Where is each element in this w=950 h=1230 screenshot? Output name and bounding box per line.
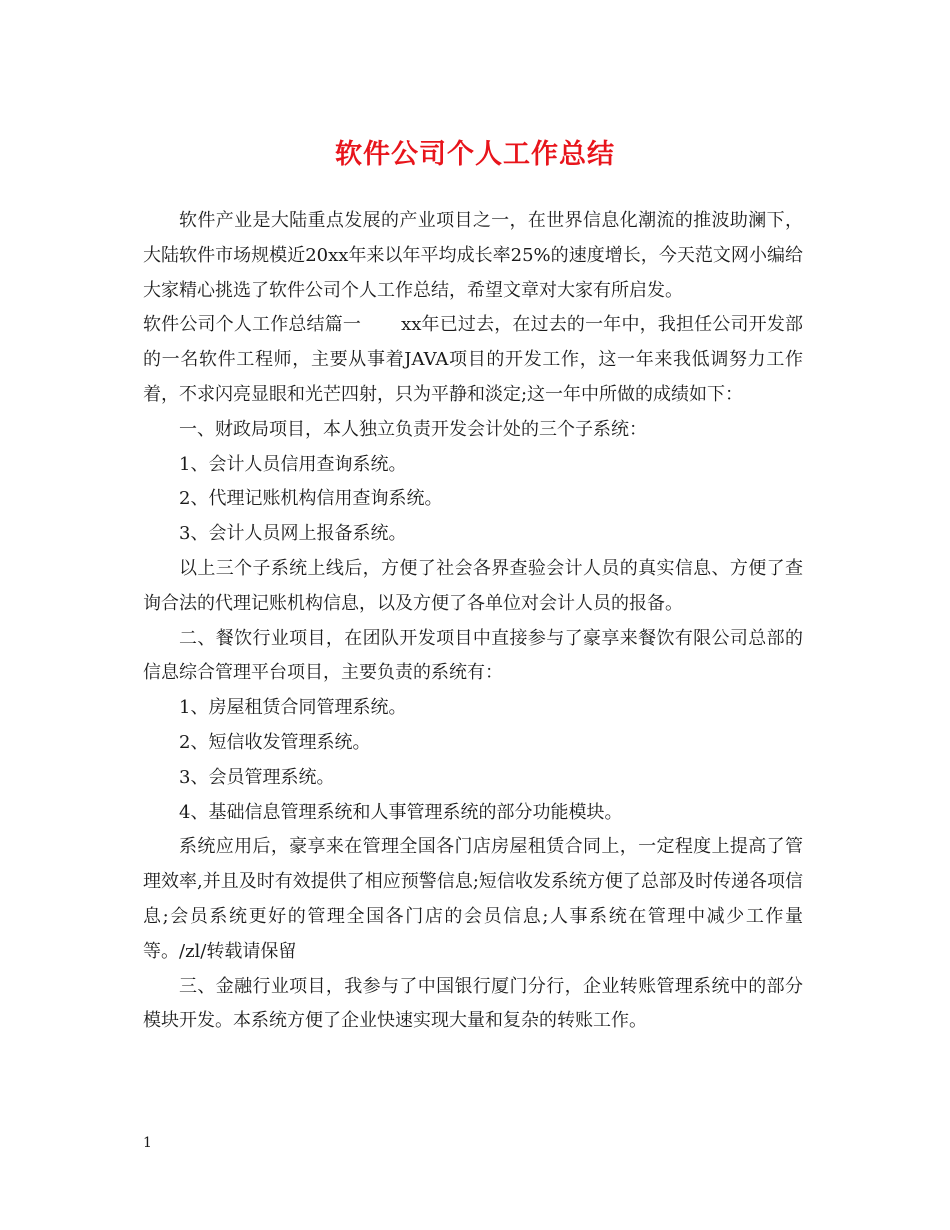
list-item: 3、会计人员网上报备系统。 xyxy=(179,523,407,545)
project-two-heading: 二、餐饮行业项目，在团队开发项目中直接参与了豪享来餐饮有限公司总部的信息综合管理平台项目，主要负责的系统有： xyxy=(143,627,803,684)
list-item: 1、房屋租赁合同管理系统。 xyxy=(179,697,407,719)
project-two-summary: 系统应用后，豪享来在管理全国各门店房屋租赁合同上，一定程度上提高了管理效率,并且及时有效提供了相应预警信息;短信收发系统方便了总部及时传递各项信息;会员系统更好的管理全国各门店的会员信息;人事系统在管理中减少工作量等。/zl/转载请保留 xyxy=(143,836,803,962)
list-item: 2、代理记账机构信用查询系统。 xyxy=(179,488,443,510)
section-heading: 软件公司个人工作总结篇一 xyxy=(143,314,362,336)
project-three-paragraph: 三、金融行业项目，我参与了中国银行厦门分行，企业转账管理系统中的部分模块开发。本系统方便了企业快速实现大量和复杂的转账工作。 xyxy=(143,975,803,1032)
document-body xyxy=(143,204,803,1039)
page-number: 1 xyxy=(143,1135,152,1151)
project-one-heading: 一、财政局项目，本人独立负责开发会计处的三个子系统： xyxy=(179,418,647,440)
list-item: 4、基础信息管理系统和人事管理系统的部分功能模块。 xyxy=(179,801,623,823)
list-item: 2、短信收发管理系统。 xyxy=(179,731,371,753)
section-heading-paragraph xyxy=(143,308,803,412)
list-item: 1、会计人员信用查询系统。 xyxy=(179,453,407,475)
project-one-summary: 以上三个子系统上线后，方便了社会各界查验会计人员的真实信息、方便了查询合法的代理记账机构信息，以及方便了各单位对会计人员的报备。 xyxy=(143,557,803,614)
intro-paragraph: 软件产业是大陆重点发展的产业项目之一，在世界信息化潮流的推波助澜下，大陆软件市场规模近20xx年来以年平均成长率25%的速度增长，今天范文网小编给大家精心挑选了软件公司个人工作总结，希望文章对大家有所启发。 xyxy=(143,210,803,301)
section-intro-text: xx年已过去，在过去的一年中，我担任公司开发部的一名软件工程师，主要从事着JAVA项目的开发工作，这一年来我低调努力工作着，不求闪亮显眼和光芒四射，只为平静和淡定;这一年中所做的成绩如下： xyxy=(143,314,803,405)
document-title: 软件公司个人工作总结 xyxy=(335,139,615,170)
list-item: 3、会员管理系统。 xyxy=(179,766,335,788)
